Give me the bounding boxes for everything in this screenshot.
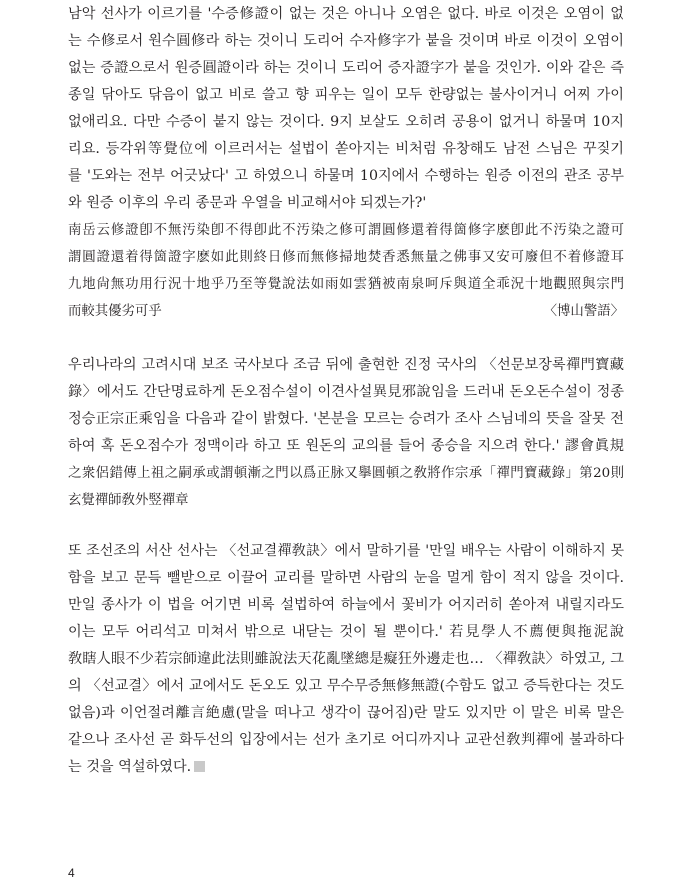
text-line: 종일 닦아도 닦음이 없고 비로 쓸고 향 피우는 일이 모두 한량없는 불사이거니 어찌 가이 xyxy=(68,87,624,103)
text-line: 는 수修로서 원수圓修라 하는 것이니 도리어 수자修字가 붙을 것이며 바로 이것이 오염이 xyxy=(68,33,624,49)
text-line: 또 조선조의 서산 선사는 〈선교결禪敎訣〉에서 말하기를 '만일 배우는 사람이 이해하지 못 xyxy=(68,543,624,559)
hanja-line: 南岳云修證卽不無汚染卽不得卽此不汚染之修可謂圓修還着得箇修字麽卽此不汚染之證可 xyxy=(68,223,624,238)
page-number: 4 xyxy=(68,866,75,880)
paragraph-nanak-quote xyxy=(68,1,624,217)
text-line: 는 것을 역설하였다. xyxy=(68,759,192,775)
text-line: 정승正宗正乘임을 다음과 같이 밝혔다. '본분을 모르는 승려가 조사 스님네의 뜻을 잘못 전 xyxy=(68,411,624,427)
paragraph-jinjeong xyxy=(68,352,624,460)
source-citation: 〈博山警語〉 xyxy=(543,304,624,319)
text-line: 같으나 조사선 곧 화두선의 입장에서는 선가 초기로 어디까지나 교관선敎判禪에 불과하다 xyxy=(68,732,624,748)
text-line: 의 〈선교결〉에서 교에서도 돈오도 있고 무수무증無修無證(수함도 없고 증득한다는 것도 xyxy=(68,678,624,694)
hanja-line: 而較其優劣可乎 xyxy=(68,304,162,319)
text-line: 이는 모두 어리석고 미쳐서 밖으로 내닫는 것이 될 뿐이다.' 若見學人不薦便與拖泥說 xyxy=(68,624,624,640)
hanja-line: 玄覺禪師敎外竪禪章 xyxy=(68,493,189,508)
hanja-quote-boshan xyxy=(68,217,624,325)
text-line: 錄〉에서도 간단명료하게 돈오점수설이 이견사설異見邪說임을 드러내 돈오돈수설이 정종 xyxy=(68,384,624,400)
paragraph-seosan xyxy=(68,538,624,781)
text-line: 리요. 등각위等覺位에 이르러서는 설법이 쏟아지는 비처럼 유창해도 남전 스님은 꾸짖기 xyxy=(68,141,624,157)
text-line: 없음)과 이언절려離言絶慮(말을 떠나고 생각이 끊어짐)란 말도 있지만 이 말은 비록 말은 xyxy=(68,705,624,721)
text-line: 없애리요. 다만 수증이 붙지 않는 것이다. 9지 보살도 오히려 공용이 없거니 하물며 10지 xyxy=(68,114,624,130)
hanja-last-line xyxy=(68,298,624,325)
text-line: 敎瞎人眼不少若宗師違此法則雖說法天花亂墜總是癡狂外邊走也… 〈禪敎訣〉하였고, 그 xyxy=(68,651,624,667)
text-line: 와 원증 이후의 우리 종문과 우열을 비교해서야 되겠는가?' xyxy=(68,195,427,211)
text-line: 를 '도와는 전부 어긋났다' 고 하였으니 하물며 10지에서 수행하는 원증 이전의 관조 공부 xyxy=(68,168,624,184)
text-line: 우리나라의 고려시대 보조 국사보다 조금 뒤에 출현한 진정 국사의 〈선문보장록禪門寶藏 xyxy=(68,357,624,373)
text-line: 남악 선사가 이르기를 '수증修證이 없는 것은 아니나 오염은 없다. 바로 이것은 오염이 없 xyxy=(68,6,624,22)
text-line: 없는 증證으로서 원증圓證이라 하는 것이니 도리어 증자證字가 붙을 것인가. 이와 같은 즉 xyxy=(68,60,624,76)
hanja-quote-seonmun xyxy=(68,460,624,514)
hanja-line: 謂圓證還着得箇證字麽如此則終日修而無修掃地焚香悉無量之佛事又安可廢但不着修證耳 xyxy=(68,250,624,265)
page-body xyxy=(68,0,624,781)
hanja-line: 之衆侶錯傳上祖之嗣承或謂頓漸之門以爲正脉又擧圓頓之敎將作宗承「禪門寶藏錄」第20則 xyxy=(68,466,624,481)
hanja-line: 九地尙無功用行況十地乎乃至等覺說法如雨如雲猶被南泉呵斥與道全乖況十地觀照與宗門 xyxy=(68,277,624,292)
text-line-final xyxy=(68,754,624,781)
end-mark-icon xyxy=(194,761,205,772)
text-line: 함을 보고 문득 뺄받으로 이끌어 교리를 말하면 사람의 눈을 멀게 함이 적지 않을 것이다. xyxy=(68,570,624,586)
text-line: 하여 혹 돈오점수가 정맥이라 하고 또 원돈의 교의를 들어 종승을 지으려 한다.' 謬會眞規 xyxy=(68,438,624,454)
text-line: 만일 종사가 이 법을 어기면 비록 설법하여 하늘에서 꽃비가 어지러히 쏟아져 내릴지라도 xyxy=(68,597,624,613)
